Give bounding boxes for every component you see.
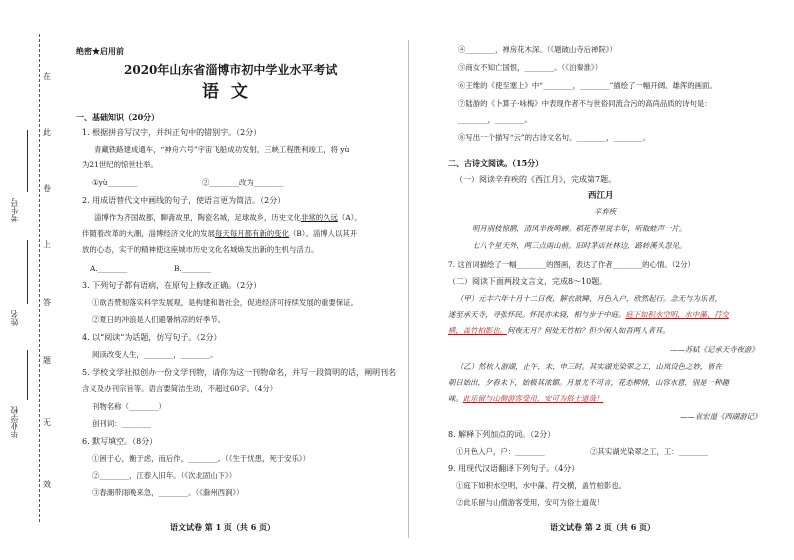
- binding-line: [39, 34, 40, 522]
- underlined-phrase: 非常的久远: [300, 213, 338, 222]
- answer-blank[interactable]: 阅读改变人生，________，________。: [92, 350, 218, 359]
- passage-source: ——袁宏道《西湖游记》: [680, 412, 762, 421]
- question-text: 含义及办刊宗旨等。语言要简洁生动，不超过60字。（4分）: [82, 384, 278, 393]
- exam-number-label: 考生号: [10, 198, 19, 222]
- page-divider: [408, 40, 409, 538]
- question-text: 青藏铁路建成通车，“神舟六号”宇宙飞船成功发射，三峡工程胜利竣工，将 yù: [94, 145, 350, 154]
- question-text: ①庭下如积水空明，水中藻、荇交横，盖竹柏影也。: [456, 481, 626, 490]
- poem-line: 明月别枝惊鹊，清风半夜鸣蝉。稻花香里说丰年，听取蛙声一片。: [472, 224, 687, 233]
- gutter-mark: 无: [43, 418, 51, 427]
- question-text: 为21世纪的惊世壮举。: [82, 160, 158, 169]
- answer-blank[interactable]: ②其实湖光染翠之工，工：________: [590, 447, 709, 456]
- exam-title: 2020年山东省淄博市初中学业水平考试: [124, 63, 338, 77]
- underlined-phrase: 庭下如积水空明，水中藻、荇交: [625, 310, 729, 319]
- confidential-mark: 绝密★启用前: [76, 46, 124, 56]
- answer-blank[interactable]: ①困于心，衡于虑，而后作，________。（《生于忧患，死于安乐》）: [92, 454, 311, 463]
- question-text: ⑦陆游的《卜算子·咏梅》中表现作者不与世俗同流合污的高尚品质的诗句是：: [458, 99, 712, 108]
- part-heading: （一）阅读辛弃疾的《西江月》，完成第7题。: [455, 175, 617, 184]
- passage-line: 淄博作为齐国故都，聊斋故里，陶瓷名城，足球故乡，历史文化非常的久远（A）。: [94, 213, 362, 222]
- question-text: ②夏日的冲浪是人们避暑纳凉的好季节。: [92, 315, 226, 324]
- question-stem: 9. 用现代汉语翻译下列句子。（4分）: [448, 464, 580, 473]
- gutter-mark: 此: [43, 128, 51, 137]
- answer-blank[interactable]: ⑧写出一个描写“云”的古诗文名句。________，________。: [458, 133, 651, 142]
- subject-title: 语 文: [202, 82, 248, 102]
- answer-blank[interactable]: 刊物名称（________）: [92, 402, 166, 411]
- question-stem: 8. 解释下列加点的词。（2分）: [448, 430, 556, 439]
- part-heading: （二）阅读下面两段文言文，完成8～10题。: [448, 277, 608, 286]
- passage-source: ——苏轼《记承天寺夜游》: [670, 345, 759, 354]
- poem-title: 西江月: [588, 191, 614, 201]
- poem-line: 七八个星天外，两三点雨山前。旧时茅店社林边，路转溪头忽见。: [472, 241, 687, 250]
- passage-line: 朝日始出，夕舂未下，始极其浓媚。月景尤不可言，花态柳情，山容水意，别是一种趣: [448, 378, 729, 387]
- answer-blank[interactable]: ①yù________: [92, 178, 138, 187]
- passage-line: 放的心态，实干的精神使这座城市历史文化名城焕发出新的生机与活力。: [82, 245, 319, 254]
- answer-blank[interactable]: ⑥王维的《使至塞上》中“________，________”描绘了一幅开阔、雄浑的画面。: [458, 81, 717, 90]
- gutter-mark: 效: [43, 480, 51, 489]
- answer-blank[interactable]: ①月色入户，户：________: [456, 447, 545, 456]
- name-label: 姓名: [10, 310, 19, 326]
- passage-line: （甲）元丰六年十月十二日夜，解衣欲睡，月色入户，欣然起行。念无与为乐者，: [456, 294, 723, 303]
- answer-blank[interactable]: ③春潮带雨晚来急，________。（《滁州西涧》）: [92, 488, 244, 497]
- page-footer: 语文试卷 第 1 页（共 6 页）: [170, 522, 276, 532]
- section-heading: 一、基础知识（20分）: [76, 112, 160, 122]
- exam-number-line: [27, 130, 28, 192]
- gutter-mark: 上: [43, 240, 51, 249]
- passage-line: 味。此乐留与山僧游客受用，安可为俗士道哉！: [448, 394, 604, 403]
- passage-line: 遂至承天寺，寻张怀民。怀民亦未寝，相与步于中庭。庭下如积水空明，水中藻、荇交: [448, 310, 729, 319]
- question-text: ②此乐留与山僧游客受用，安可为俗士道哉！: [456, 498, 604, 507]
- name-line: [27, 240, 28, 304]
- question-stem: 3. 下列句子都有语病，在原句上修改正确。（2分）: [82, 281, 262, 290]
- passage-line: 横，盖竹柏影也。何夜无月？何处无竹柏？但少闲人如吾两人者耳。: [448, 326, 670, 335]
- question-stem: 2. 用成语替代文中画线的句子，使语言更为简洁。（2分）: [82, 196, 286, 205]
- answer-blank[interactable]: ②________改为________: [202, 178, 284, 187]
- answer-blank[interactable]: 创刊词：________: [92, 419, 152, 428]
- question-stem: 1. 根据拼音写汉字，并纠正句中的错别字。（2分）: [82, 128, 262, 137]
- school-label: 毕业学校: [10, 406, 19, 438]
- gutter-mark: 在: [43, 72, 51, 81]
- answer-blank[interactable]: ⑤商女不知亡国恨，________。（《泊秦淮》）: [458, 63, 603, 72]
- underlined-phrase: 横，盖竹柏影也。: [448, 326, 508, 335]
- gutter-mark: 题: [43, 356, 51, 365]
- poem-author: 辛弃疾: [594, 207, 617, 216]
- page-footer: 语文试卷 第 2 页（共 6 页）: [550, 522, 656, 532]
- section-heading: 二、古诗文阅读。（15分）: [448, 158, 544, 168]
- gutter-mark: 答: [43, 298, 51, 307]
- question-stem: 5. 学校文学社拟创办一份文学刊物，请你为这一刊物命名，并写一段简明的话，阐明刊名: [82, 368, 397, 377]
- question-stem: 6. 默写填空。（8分）: [82, 437, 158, 446]
- question-stem: 4. 以“阅读”为话题，仿写句子。（2分）: [82, 333, 222, 342]
- question-stem: 7. 这首词描绘了一幅________的图画，表达了作者________的心情。（2分）: [448, 260, 695, 269]
- answer-blank[interactable]: ④________，禅房花木深。（《题破山寺后禅院》）: [458, 45, 617, 54]
- answer-blank[interactable]: ②________，江春入旧年。（《次北固山下》）: [92, 471, 237, 480]
- passage-line: 伴随着改革的大潮，淄博经济文化的发展每天每月都有新的变化（B）。淄博人以其开: [82, 229, 358, 238]
- question-text: ①欲否赞彻落实科学发展观，是构建和谐社会，促进经济可持续发展的重要保证。: [92, 298, 359, 307]
- answer-blank[interactable]: ________，________。: [458, 115, 532, 124]
- answer-blank[interactable]: B.________: [174, 264, 212, 273]
- school-line: [27, 350, 28, 400]
- underlined-phrase: 每天每月都有新的变化: [215, 229, 289, 238]
- passage-line: （乙）然杭人游湖，止午、未、申三时。其实湖光染翠之工，山岚设色之妙，皆在: [456, 362, 723, 371]
- underlined-phrase: 此乐留与山僧游客受用，安可为俗士道哉！: [462, 394, 604, 403]
- gutter-mark: 卷: [43, 184, 51, 193]
- answer-blank[interactable]: A.________: [90, 264, 128, 273]
